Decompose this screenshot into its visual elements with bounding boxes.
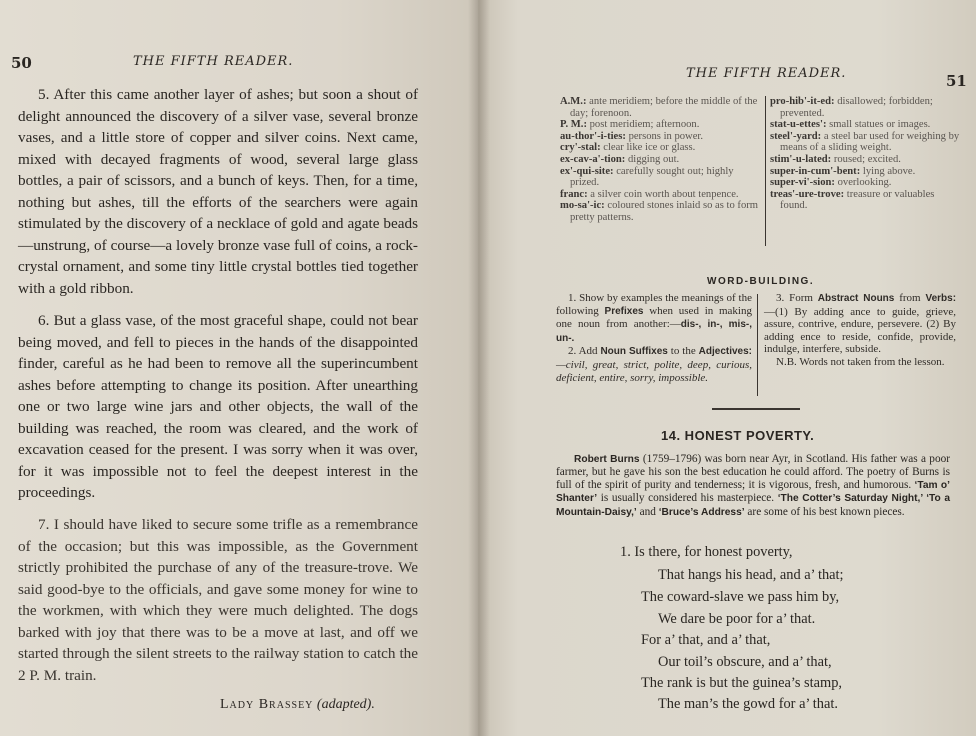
- glossary-entry: [770, 177, 962, 189]
- glossary-term: treas'-ure-trove:: [770, 188, 847, 200]
- glossary-term: pro-hib'-it-ed:: [770, 96, 838, 107]
- wb-item2-pre: 2. Add: [568, 345, 598, 358]
- paragraph-5-text: 5. After this came another layer of ashes; but soon a shout of delight announced the discovery of a silver vase, several bronze vases, and a little store of copper and silver coins. Next came, mixed with decayed fragments of wood, several large glass bottles, a pair of scissors, and a bunch of keys. Then, for a time, nothing but ashes, till the efforts of the searchers were again stimulated by the discovery of a necklace of gold and agate beads—unstrung, of course—a lovely bronze vase full of coins, a rock-crystal ornament, and some tiny little crystal bottles tied together with a gold ribbon.: [18, 86, 418, 297]
- poem-line: We dare be poor for a’ that.: [658, 611, 816, 627]
- book-gutter: [468, 0, 490, 736]
- glossary-term: au-thor'-i-ties:: [560, 130, 629, 142]
- intro-p1: (1759–1796) was born near Ayr, in Scotland. His father was a poor farmer, but he gave his son the best education he could afford. The poetry of Burns is full of the spirit of purity and tenderness; it is vigorous, fresh, and humorous.: [556, 453, 951, 491]
- glossary-definition: disallowed; forbidden; prevented.: [780, 96, 933, 119]
- glossary-definition: a steel bar used for weighing by means of a sliding weight.: [780, 130, 960, 154]
- glossary-entry: [770, 154, 962, 166]
- glossary-term: ex-cav-a'-tion:: [560, 153, 628, 165]
- wb-item3-mid: from: [899, 292, 921, 304]
- paragraph-6: [18, 310, 418, 504]
- poem-line: Our toil’s obscure, and a’ that,: [658, 654, 832, 670]
- poem-line: The man’s the gowd for a’ that.: [658, 696, 838, 712]
- glossary-term: super-vi'-sion:: [770, 177, 838, 189]
- page-number-right: 51: [946, 72, 967, 90]
- poem-line: The rank is but the guinea’s stamp,: [641, 675, 843, 691]
- running-head-right: THE FIFTH READER.: [686, 66, 847, 81]
- intro-p3: and: [639, 505, 656, 518]
- glossary-definition: clear like ice or glass.: [603, 142, 696, 154]
- glossary-definition: treasure or valuables found.: [780, 188, 935, 212]
- lesson-title: 14. HONEST POVERTY.: [661, 428, 815, 443]
- left-page: [0, 0, 478, 736]
- glossary-entry: [770, 96, 962, 119]
- word-building-right: [764, 292, 956, 369]
- glossary-entry: [770, 166, 962, 178]
- glossary-entry: [770, 189, 962, 212]
- wb-item1-pre: 1. Show by examples the meanings of the following: [556, 292, 752, 317]
- wb-item2-tail: —civil, great, strict, polite, deep, curious, deficient, entire, sorry, impossible.: [556, 358, 752, 384]
- glossary-term: stat-u-ettes':: [770, 119, 830, 131]
- glossary-divider: [765, 96, 766, 246]
- word-building-left: [556, 292, 752, 384]
- glossary-definition: overlooking.: [837, 177, 892, 189]
- wb-item1-tail: dis-, in-, mis-, un-.: [556, 319, 752, 344]
- glossary-term: cry'-stal:: [560, 142, 604, 154]
- wb-nb: N.B. Words not taken from the lesson.: [776, 355, 945, 368]
- glossary-term: franc:: [560, 188, 591, 200]
- glossary-entry: [560, 96, 760, 119]
- glossary-entry: [560, 200, 760, 223]
- wb-item1-bold: Prefixes: [604, 305, 644, 317]
- poem-line: The coward-slave we pass him by,: [641, 589, 840, 605]
- wb-item3-pre: 3. Form: [776, 292, 813, 304]
- glossary-term: steel'-yard:: [770, 130, 824, 142]
- wb-item3-bold2: Verbs:: [925, 293, 957, 304]
- wb-item2-bold2: Adjectives:: [698, 346, 753, 358]
- wb-item2-bold: Noun Suffixes: [600, 346, 668, 358]
- glossary-term: ex'-qui-site:: [560, 165, 617, 177]
- intro-p4: are some of his best known pieces.: [747, 505, 905, 518]
- glossary-term: mo-sa'-ic:: [560, 200, 608, 212]
- attribution: [220, 697, 375, 713]
- poem-line: 1. Is there, for honest poverty,: [620, 544, 793, 560]
- glossary-definition: post meridiem; afternoon.: [589, 119, 700, 131]
- paragraph-7: [18, 514, 418, 686]
- glossary-definition: coloured stones inlaid so as to form pretty patterns.: [570, 200, 759, 223]
- author-intro: [556, 453, 950, 519]
- glossary-term: P. M.:: [560, 119, 590, 131]
- word-building-divider: [757, 294, 758, 396]
- glossary-entry: [560, 131, 760, 143]
- glossary-definition: roused; excited.: [833, 153, 901, 165]
- glossary-definition: carefully sought out; highly prized.: [570, 165, 734, 189]
- poem-line: For a’ that, and a’ that,: [641, 632, 771, 648]
- poem-line: That hangs his head, and a’ that;: [658, 567, 844, 583]
- wb-item2-mid: to the: [670, 345, 696, 358]
- author-note: (adapted).: [316, 697, 375, 712]
- author-name: Lady Brassey: [220, 697, 314, 712]
- intro-title-1: ‘Tam o’ Shanter’: [556, 479, 950, 505]
- paragraph-5: [18, 84, 418, 299]
- glossary-entry: [770, 119, 962, 131]
- wb-item3-bold: Abstract Nouns: [817, 293, 895, 304]
- section-rule: [712, 408, 800, 410]
- glossary-definition: small statues or images.: [829, 119, 931, 131]
- wb-item1-mid: when used in making one noun from another:—: [556, 304, 752, 331]
- glossary-term: super-in-cum'-bent:: [770, 165, 863, 177]
- glossary-term: A.M.:: [560, 96, 590, 107]
- glossary-entry: [560, 189, 760, 201]
- running-head: THE FIFTH READER.: [133, 54, 294, 69]
- glossary-term: stim'-u-lated:: [770, 153, 834, 165]
- glossary-entry: [560, 142, 760, 154]
- glossary-entry: [770, 131, 962, 154]
- glossary-definition: digging out.: [627, 153, 680, 165]
- intro-author-name: Robert Burns: [574, 454, 640, 465]
- glossary-definition: a silver coin worth about tenpence.: [590, 188, 739, 200]
- intro-title-3: ‘Bruce’s Address’: [658, 506, 745, 518]
- glossary-entry: [560, 166, 760, 189]
- intro-p2: is usually considered his masterpiece.: [600, 492, 775, 505]
- glossary-entry: [560, 154, 760, 166]
- wb-item3-tail: —(1) By adding ance to guide, grieve, assure, contrive, endure, persevere. (2) By adding ence to reside, confide, provide, indulge, interfere, subside.: [764, 305, 956, 356]
- page-number: 50: [11, 54, 32, 72]
- glossary-definition: lying above.: [862, 165, 916, 177]
- glossary-definition: ante meridiem; before the middle of the day; forenoon.: [570, 96, 758, 119]
- glossary-right: [770, 96, 962, 212]
- intro-title-2: ‘The Cotter’s Saturday Night,’ ‘To a Mountain-Daisy,’: [556, 493, 951, 518]
- word-building-heading: WORD-BUILDING.: [707, 276, 815, 287]
- paragraph-7-text: 7. I should have liked to secure some trifle as a remembrance of the occasion; but this was impossible, as the Government strictly prohibited the purchase of any of the treasure-trove. We said good-bye to the officials, and gave some money for wine to the workmen, with which they were much delighted. The dogs barked with joy that there was to be a move at last, and off we started through the silent streets to the railway station to catch the 2 P. M. train.: [18, 516, 418, 684]
- glossary-definition: persons in power.: [628, 130, 704, 142]
- paragraph-6-text: 6. But a glass vase, of the most graceful shape, could not bear being moved, and fell to pieces in the hands of the disappointed finder, careful as he had been to remove all the superincumbent ashes before attempting to change its position. After unearthing one or two large wine jars and other objects, the wall of the building was reached, the room was cleared, and the work of excavation ceased for the present. I was sorry when it was over, for it was impossible not to feel the deepest interest in the proceedings.: [18, 312, 418, 501]
- glossary-entry: [560, 119, 760, 131]
- glossary-left: [560, 96, 760, 224]
